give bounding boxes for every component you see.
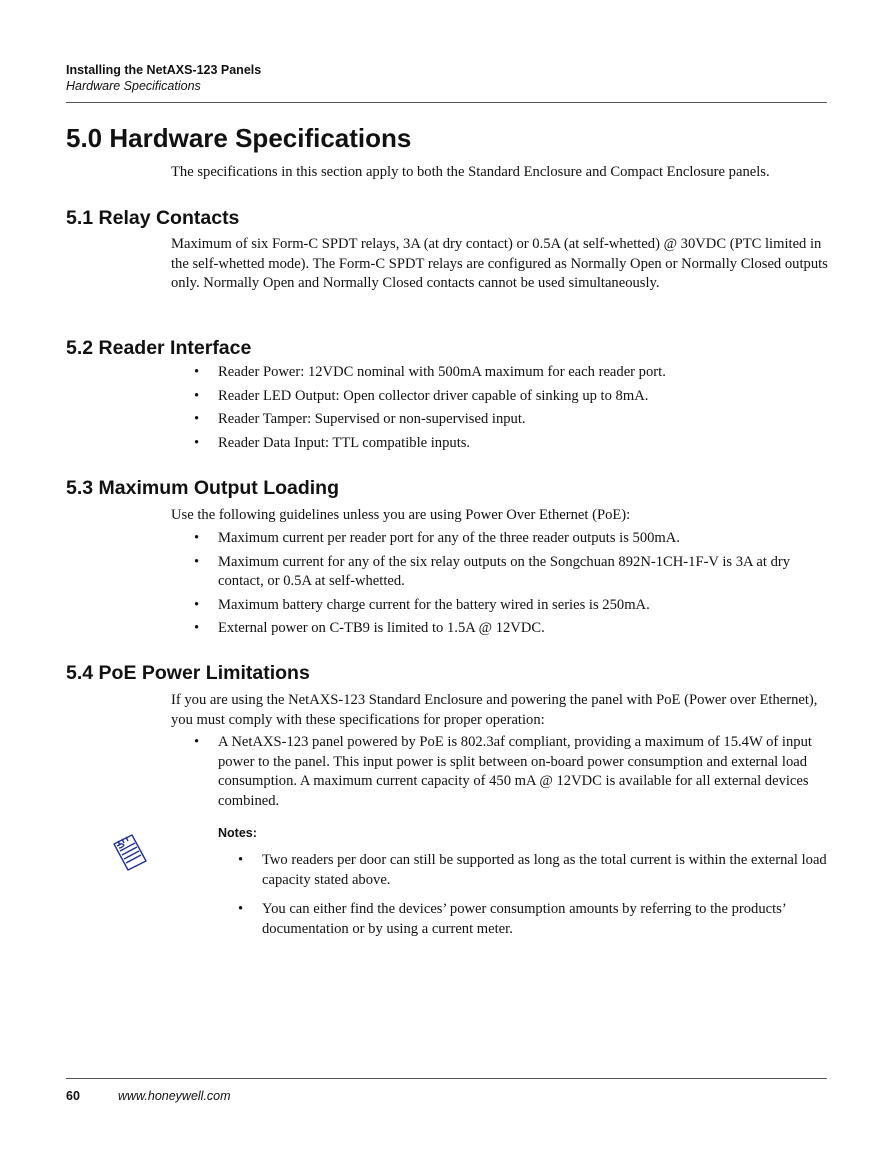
output-loading-list <box>194 529 834 643</box>
poe-list <box>194 733 834 815</box>
running-header-subtitle: Hardware Specifications <box>66 79 201 93</box>
section-heading-maximum-output-loading: 5.3 Maximum Output Loading <box>66 477 340 499</box>
header-rule <box>66 102 827 103</box>
page-number: 60 <box>66 1089 80 1103</box>
relay-contacts-paragraph: Maximum of six Form-C SPDT relays, 3A (at dry contact) or 0.5A (at self-whetted) @ 30VDC (PTC limited in the self-whetted mode). The Form-C SPDT relays are configured as Normally Open or Normally Closed outputs only. Normally Open and Normally Closed contacts cannot be used simultaneously. <box>171 236 828 291</box>
list-item: • Two readers per door can still be supported as long as the total current is within the external load capacity stated above. <box>238 851 828 890</box>
intro-paragraph: The specifications in this section apply to both the Standard Enclosure and Compact Enclosure panels. <box>171 164 770 180</box>
list-item: • A NetAXS-123 panel powered by PoE is 802.3af compliant, providing a maximum of 15.4W of input power to the panel. This input power is split between on-board power consumption and external load consumption. A maximum current capacity of 450 mA @ 12VDC is available for all external devices combined. <box>194 733 834 811</box>
list-item: • Reader Tamper: Supervised or non-supervised input. <box>194 410 834 430</box>
list-item: • Maximum current per reader port for any of the three reader outputs is 500mA. <box>194 529 834 549</box>
notes-label: Notes: <box>218 826 257 840</box>
list-item: • Reader Power: 12VDC nominal with 500mA maximum for each reader port. <box>194 363 834 383</box>
notes-list <box>238 851 828 943</box>
list-item: • Maximum battery charge current for the battery wired in series is 250mA. <box>194 596 834 616</box>
poe-paragraph: If you are using the NetAXS-123 Standard Enclosure and powering the panel with PoE (Power over Ethernet), you must comply with these specifications for proper operation: <box>171 692 818 728</box>
section-heading-relay-contacts: 5.1 Relay Contacts <box>66 207 240 229</box>
list-item: • External power on C-TB9 is limited to 1.5A @ 12VDC. <box>194 619 834 639</box>
chapter-heading: 5.0 Hardware Specifications <box>66 123 412 153</box>
footer-rule <box>66 1078 827 1079</box>
section-heading-poe-power-limitations: 5.4 PoE Power Limitations <box>66 662 310 684</box>
list-item: • Reader LED Output: Open collector driver capable of sinking up to 8mA. <box>194 387 834 407</box>
notepad-icon <box>110 832 150 874</box>
reader-interface-list <box>194 363 834 457</box>
output-loading-paragraph: Use the following guidelines unless you are using Power Over Ethernet (PoE): <box>171 507 631 523</box>
list-item: • Maximum current for any of the six relay outputs on the Songchuan 892N-1CH-1F-V is 3A at dry contact, or 0.5A at self-whetted. <box>194 553 834 592</box>
footer-website: www.honeywell.com <box>118 1089 231 1103</box>
running-header-title: Installing the NetAXS-123 Panels <box>66 63 262 77</box>
section-heading-reader-interface: 5.2 Reader Interface <box>66 337 252 359</box>
list-item: • You can either find the devices’ power consumption amounts by referring to the products’ documentation or by using a current meter. <box>238 900 828 939</box>
list-item: • Reader Data Input: TTL compatible inputs. <box>194 434 834 454</box>
